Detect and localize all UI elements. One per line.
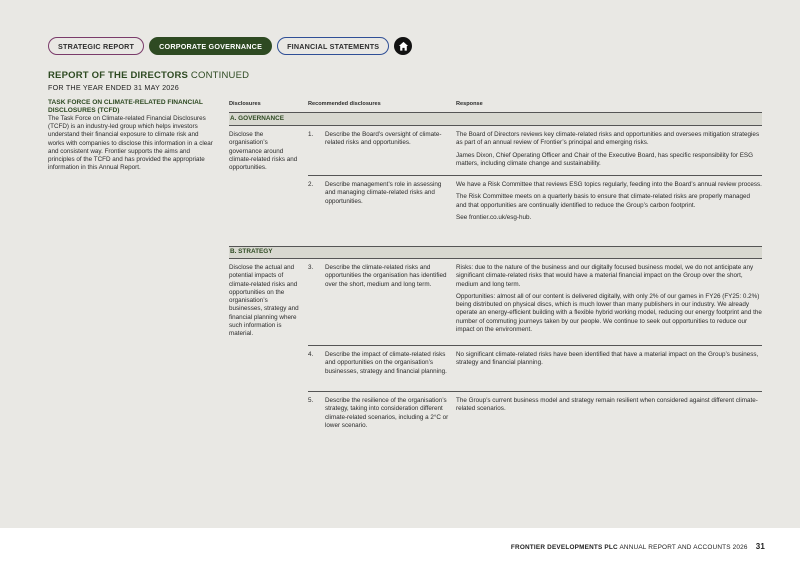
page-number: 31 <box>755 542 765 551</box>
table-row <box>308 392 762 450</box>
tcfd-intro-title: TASK FORCE ON CLIMATE-RELATED FINANCIAL DISCLOSURES (TCFD) <box>48 99 203 114</box>
header-response: Response <box>456 101 483 107</box>
page-heading <box>48 70 249 92</box>
table-row <box>308 259 762 346</box>
response-paragraph: No significant climate-related risks have been identified that have a material impact on the Group’s business, strategy and financial planning. <box>456 351 759 367</box>
section-strategy <box>229 259 762 450</box>
page-title <box>48 70 249 81</box>
nav-strategic-report[interactable]: STRATEGIC REPORT <box>48 37 144 55</box>
section-strategy-title: B. STRATEGY <box>229 246 762 259</box>
nav-corporate-governance[interactable]: CORPORATE GOVERNANCE <box>149 37 272 55</box>
footer-company: FRONTIER DEVELOPMENTS PLC <box>510 544 618 551</box>
row-number: 3. <box>308 264 314 271</box>
page-title-continued: CONTINUED <box>190 70 250 81</box>
header-disclosures: Disclosures <box>229 101 261 107</box>
response-text <box>456 131 762 171</box>
response-paragraph: The Group’s current business model and strategy remain resilient when considered against different climate-related scenarios. <box>456 397 758 413</box>
esg-hub-link[interactable]: See frontier.co.uk/esg-hub. <box>456 213 532 221</box>
response-paragraph: The Board of Directors reviews key climate-related risks and opportunities and oversees mitigation strategies as part of an annual review of Frontier’s principal and emerging risks. <box>456 131 760 147</box>
nav-financial-statements[interactable]: FINANCIAL STATEMENTS <box>277 37 389 55</box>
home-icon <box>398 41 409 52</box>
recommended-text: Describe management’s role in assessing and managing climate-related risks and opportunities. <box>325 181 442 205</box>
response-paragraph: The Risk Committee meets on a quarterly basis to ensure that climate-related risks are properly managed and that opportunities are continually identified to reduce the Group’s carbon footprint. <box>456 193 750 209</box>
response-text <box>456 397 762 446</box>
response-paragraph: We have a Risk Committee that reviews ESG topics regularly, feeding into the Board’s annual review process. <box>456 181 762 188</box>
response-paragraph: Opportunities: almost all of our content is delivered digitally, with only 2% of our games in FY26 (FY25: 0.2%) being distributed on physical discs, which is much lower than many publishers in our industry. We already operate an energy-efficient building with a flexible hybrid working model, reducing our energy footprint and the number of commuting journeys taken by our people. We continue to seek out opportunities to reduce our impact on the environment. <box>456 292 762 334</box>
row-number: 5. <box>308 397 314 404</box>
disclosure-text: Disclose the organisation’s governance around climate-related risks and opportunities. <box>229 131 298 172</box>
tcfd-table <box>229 100 762 450</box>
section-governance <box>229 126 762 246</box>
table-header <box>229 100 762 113</box>
header-recommended: Recommended disclosures <box>308 101 381 107</box>
page-subtitle: FOR THE YEAR ENDED 31 MAY 2026 <box>48 83 179 92</box>
recommended-text: Describe the resilience of the organisation’s strategy, taking into consideration different climate-related scenarios, including a 2°C or lower scenario. <box>325 397 449 429</box>
disclosure-text: Disclose the actual and potential impacts of climate-related risks and opportunities on the organisation’s businesses, strategy and financial planning where such information is material. <box>229 264 299 338</box>
footer-text <box>511 542 765 551</box>
section-governance-title: A. GOVERNANCE <box>229 113 762 126</box>
table-row <box>308 176 762 246</box>
row-number: 4. <box>308 351 314 358</box>
response-paragraph: Risks: due to the nature of the business and our digitally focused business model, we do not anticipate any significant climate-related risks that would have a material financial impact on the Group over the short, medium and long term. <box>456 264 754 288</box>
table-row <box>308 126 762 176</box>
tcfd-intro <box>48 99 216 172</box>
row-number: 2. <box>308 181 314 188</box>
response-text <box>456 351 762 387</box>
response-text <box>456 264 762 341</box>
response-paragraph: James Dixon, Chief Operating Officer and Chair of the Executive Board, has specific responsibility for ESG matters, including climate change and sustainability. <box>456 151 754 167</box>
section-nav <box>48 37 412 55</box>
recommended-text: Describe the Board’s oversight of climate-related risks and opportunities. <box>325 131 442 147</box>
table-row <box>308 346 762 392</box>
home-button[interactable] <box>394 37 412 55</box>
recommended-text: Describe the impact of climate-related risks and opportunities on the organisation’s businesses, strategy and financial planning. <box>325 351 447 375</box>
row-number: 1. <box>308 131 314 138</box>
page-title-text: REPORT OF THE DIRECTORS <box>48 70 189 81</box>
tcfd-intro-body: The Task Force on Climate-related Financial Disclosures (TCFD) is an industry-led group which helps investors understand their financial exposure to climate risk and works with companies to disclose this information in a clear and consistent way. Frontier supports the aims and principles of the TCFD and has provided the appropriate information in this Annual Report. <box>48 115 213 172</box>
footer-report: ANNUAL REPORT AND ACCOUNTS 2026 <box>619 544 748 551</box>
recommended-text: Describe the climate-related risks and opportunities the organisation has identified over the short, medium and long term. <box>325 264 447 288</box>
response-text <box>456 181 762 242</box>
